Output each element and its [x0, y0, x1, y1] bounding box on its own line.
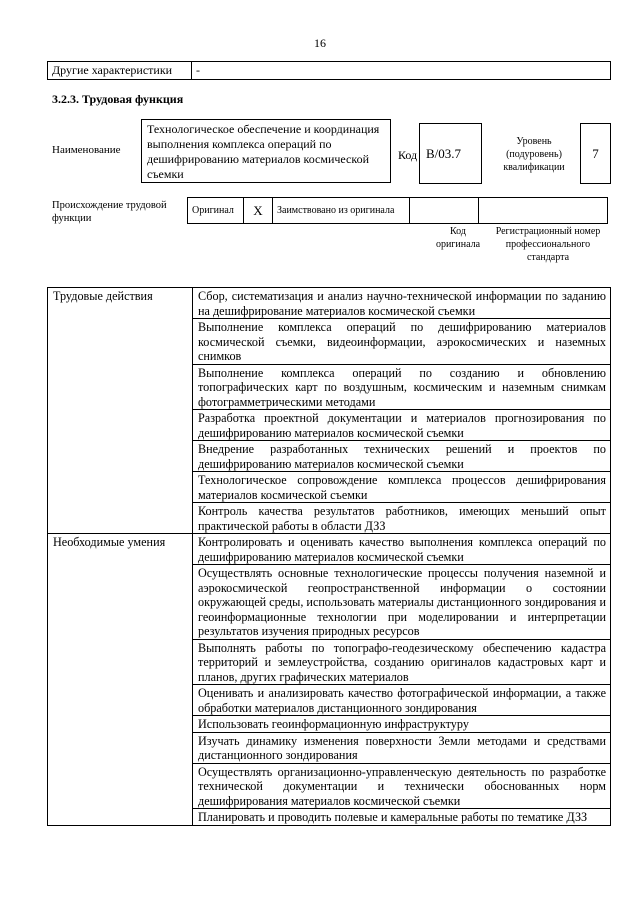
table-row — [48, 288, 611, 319]
name-label: Наименование — [52, 144, 121, 156]
skill-item: Осуществлять организационно-управленческую деятельность по разработке технической документации и технически обоснованных норм дешифрирования материалов космической съемки — [193, 763, 611, 809]
name-value: Технологическое обеспечение и координация выполнения комплекса операций по дешифрированию материалов космической съемки — [141, 119, 391, 183]
labor-action-item: Технологическое сопровождение комплекса процессов дешифрирования материалов космической съемки — [193, 472, 611, 503]
level-value: 7 — [580, 123, 611, 184]
original-code-caption: Код оригинала — [435, 226, 481, 250]
table-row — [48, 534, 611, 565]
skill-item: Осуществлять основные технологические процессы получения наземной и аэрокосмической геопространственной информации о состоянии окружающей среды, использовать материалы дистанционного зондирования и геоинформационные технологии при моделировании и интерпретации результатов изучения природных ресурсов — [193, 565, 611, 640]
origin-table — [187, 197, 608, 224]
labor-action-item: Контроль качества результатов работников, имеющих меньший опыт практической работы в области ДЗЗ — [193, 503, 611, 534]
skill-item: Контролировать и оценивать качество выполнения комплекса операций по дешифрированию материалов космической съемки — [193, 534, 611, 565]
labor-action-item: Выполнение комплекса операций по дешифрированию материалов космической съемки, видеоинформации, аэрокосмических и наземных снимков — [193, 319, 611, 365]
borrowed-label: Заимствовано из оригинала — [273, 198, 410, 224]
original-mark: X — [244, 198, 273, 224]
labor-action-item: Сбор, систематизация и анализ научно-технической информации по заданию на дешифрирование материалов космической съемки — [193, 288, 611, 319]
skill-item: Использовать геоинформационную инфраструктуру — [193, 716, 611, 733]
level-label: Уровень (подуровень) квалификации — [503, 136, 565, 173]
registration-number-cell — [479, 198, 608, 224]
page-number: 16 — [314, 36, 326, 50]
labor-actions-label: Трудовые действия — [48, 288, 193, 534]
other-characteristics-label: Другие характеристики — [48, 62, 192, 80]
skill-item: Выполнять работы по топографо-геодезическому обеспечению кадастра территорий и землеустройства, созданию оригиналов кадастровых карт и планов, других графических материалов — [193, 639, 611, 685]
skill-item: Оценивать и анализировать качество фотографической информации, а также обработки материалов дистанционного зондирования — [193, 685, 611, 716]
original-label: Оригинал — [188, 198, 244, 224]
registration-number-caption: Регистрационный номер профессионального стандарта — [495, 226, 601, 263]
skill-item: Изучать динамику изменения поверхности Земли методами и средствами дистанционного зондирования — [193, 732, 611, 763]
section-title: 3.2.3. Трудовая функция — [52, 92, 184, 106]
code-label: Код — [398, 148, 418, 162]
other-characteristics-table — [47, 61, 611, 80]
code-value: B/03.7 — [419, 123, 482, 184]
skill-item: Планировать и проводить полевые и камеральные работы по тематике ДЗЗ — [193, 809, 611, 826]
skills-label: Необходимые умения — [48, 534, 193, 826]
origin-label: Происхождение трудовой функции — [52, 200, 167, 224]
labor-action-item: Внедрение разработанных технических решений и проектов по дешифрированию материалов космической съемки — [193, 441, 611, 472]
original-code-cell — [410, 198, 479, 224]
function-details-table — [47, 287, 611, 826]
labor-action-item: Выполнение комплекса операций по созданию и обновлению топографических карт по воздушным, космическим и наземным снимкам фотограмметрическими методами — [193, 364, 611, 410]
other-characteristics-value: - — [192, 62, 611, 80]
labor-action-item: Разработка проектной документации и материалов прогнозирования по дешифрированию материалов космической съемки — [193, 410, 611, 441]
